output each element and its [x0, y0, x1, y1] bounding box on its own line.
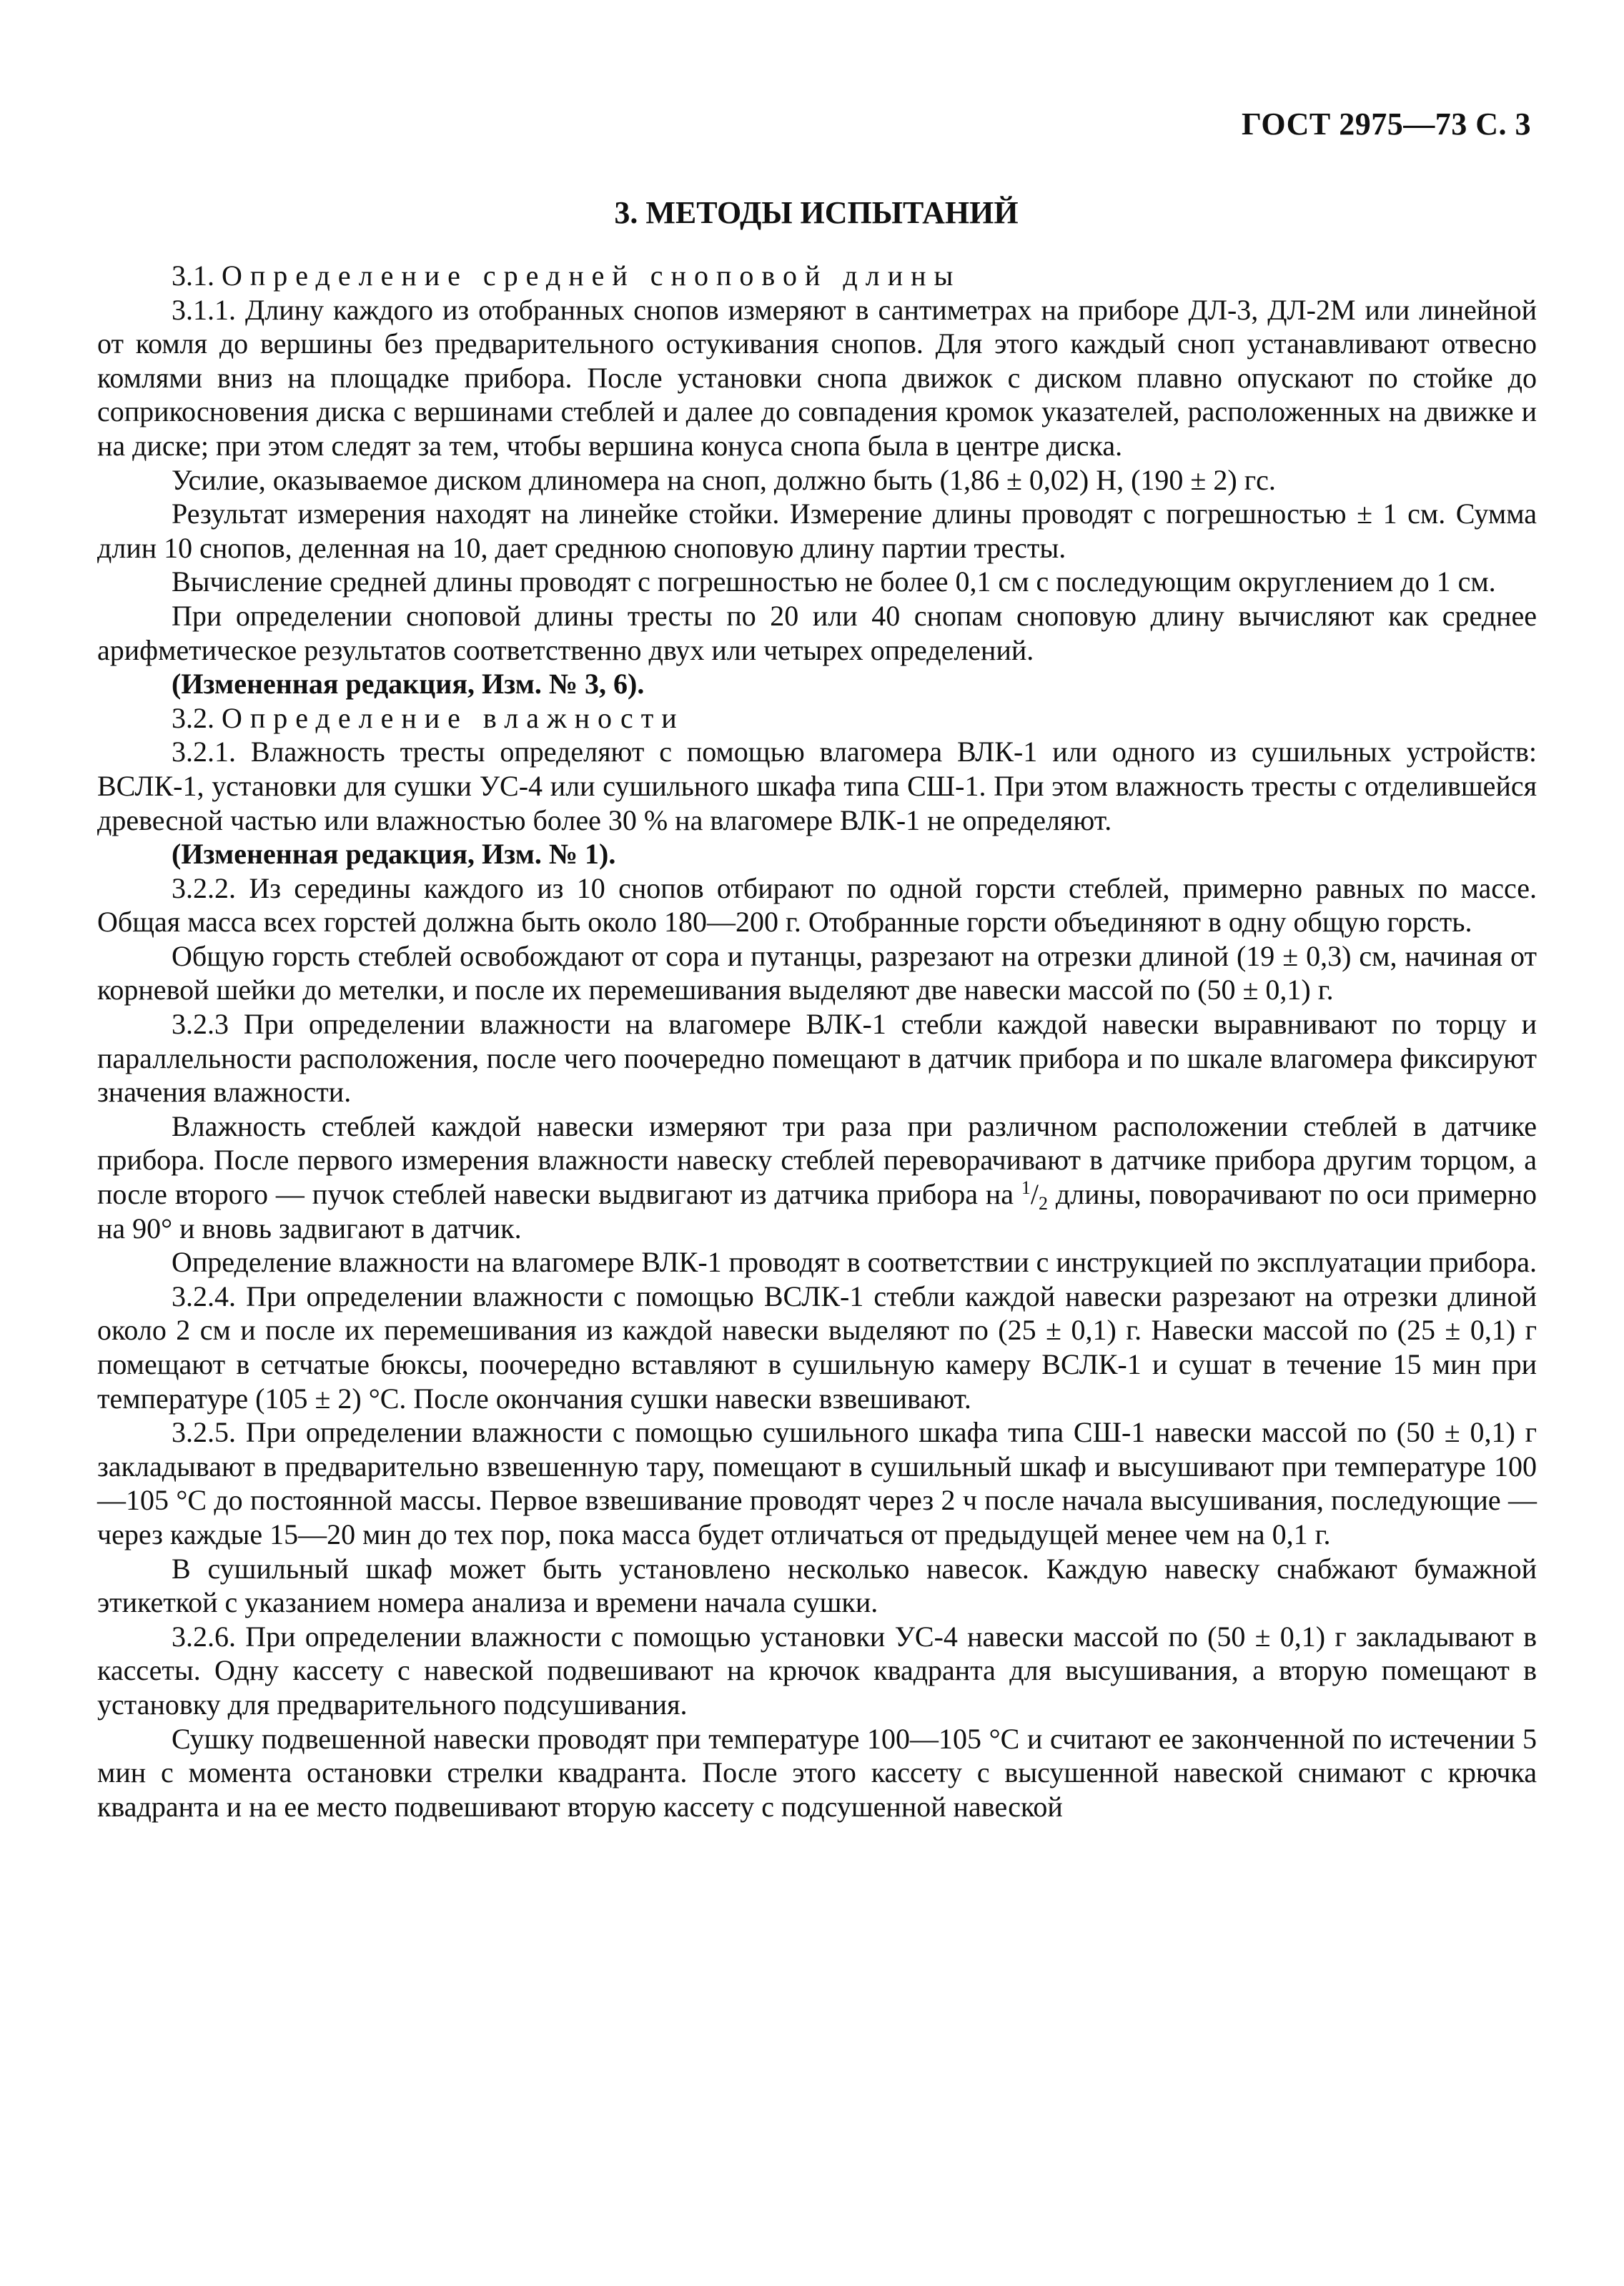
paragraph-3-2-3-b [97, 1109, 1537, 1245]
subsection-heading-3-2 [97, 701, 1537, 736]
paragraph-calculation: Вычисление средней длины проводят с погрешностью не более 0,1 см с последующим округлением до 1 см. [172, 565, 1496, 598]
paragraph-3-1-1: 3.1.1. Длину каждого из отобранных снопов измеряют в сантиметрах на приборе ДЛ-3, ДЛ-2М или линейной от комля до вершины без предварительного остукивания снопов. Для этого каждый сноп устанавливают отвесно комлями вниз на площадке прибора. После установки снопа движок с диском плавно опускают по стойке до соприкосновения диска с вершинами стеблей и далее до совпадения кромок указателей, расположенных на движке и на диске; при этом следят за тем, чтобы вершина конуса снопа была в центре диска. [97, 293, 1537, 462]
subsection-title: Определение средней сноповой длины [222, 259, 961, 292]
paragraph-20-40-sheaves: При определении сноповой длины тресты по 20 или 40 снопам сноповую длину вычисляют как среднее арифметическое результатов соответственно двух или четырех определений. [97, 599, 1537, 666]
text-segment: Влажность стеблей каждой навески измеряют три раза при различном расположении стеблей в датчике прибора. После первого измерения влажности навеску стеблей переворачивают в датчике прибора другим торцом, а после второго — пучок стеблей навески выдвигают из датчика прибора на [97, 1109, 1537, 1211]
paragraph-3-2-1: 3.2.1. Влажность тресты определяют с помощью влагомера ВЛК-1 или одного из сушильных устройств: ВСЛК-1, установки для сушки УС-4 или сушильного шкафа типа СШ-1. При этом влажность тресты с отделившейся древесной частью или влажностью более 30 % на влагомере ВЛК-1 не определяют. [97, 736, 1537, 836]
text-segment: длины, поворачивают по оси примерно на 90° и вновь задвигают в датчик. [97, 1178, 1538, 1245]
paragraph-force: Усилие, оказываемое диском длиномера на сноп, должно быть (1,86 ± 0,02) Н, (190 ± 2) гс. [172, 463, 1276, 496]
paragraph-3-2-3-c: Определение влажности на влагомере ВЛК-1 проводят в соответствии с инструкцией по эксплуатации прибора. [172, 1246, 1537, 1279]
subsection-title: Определение влажности [222, 701, 685, 734]
fraction-numerator: 1 [1021, 1177, 1031, 1199]
paragraph-3-2-3: 3.2.3 При определении влажности на влагомере ВЛК-1 стебли каждой навески выравнивают по торцу и параллельности расположения, после чего поочередно помещают в датчик прибора и по шкале влагомера фиксируют значения влажности. [97, 1008, 1537, 1109]
subsection-number: 3.2. [172, 701, 214, 734]
subsection-number: 3.1. [172, 259, 214, 292]
document-body [97, 259, 1537, 1824]
paragraph-3-2-6-b: Сушку подвешенной навески проводят при температуре 100—105 °С и считают ее законченной по истечении 5 мин с момента остановки стрелки квадранта. После этого кассету с высушенной навеской снимают с крючка квадранта и на ее место подвешивают вторую кассету с подсушенной навеской [97, 1722, 1537, 1823]
edition-note-1: (Измененная редакция, Изм. № 1). [172, 838, 616, 871]
section-title: 3. МЕТОДЫ ИСПЫТАНИЙ [614, 195, 1019, 230]
paragraph-3-2-5-b: В сушильный шкаф может быть установлено несколько навесок. Каждую навеску снабжают бумажной этикеткой с указанием номера анализа и времени начала сушки. [97, 1552, 1537, 1619]
edition-note-3-6: (Измененная редакция, Изм. № 3, 6). [172, 668, 645, 701]
paragraph-3-2-6: 3.2.6. При определении влажности с помощью установки УС-4 навески массой по (50 ± 0,1) г закладывают в кассеты. Одну кассету с навеской подвешивают на крючок квадранта для высушивания, а вторую помещают в установку для предварительного подсушивания. [97, 1620, 1537, 1721]
paragraph-3-2-2: 3.2.2. Из середины каждого из 10 снопов отбирают по одной горсти стеблей, примерно равных по массе. Общая масса всех горстей должна быть около 180—200 г. Отобранные горсти объединяют в одну общую горсть. [97, 871, 1537, 939]
fraction-slash: / [1030, 1178, 1039, 1211]
fraction-denominator: 2 [1039, 1193, 1049, 1214]
paragraph-3-2-4: 3.2.4. При определении влажности с помощью ВСЛК-1 стебли каждой навески разрезают на отрезки длиной около 2 см и после их перемешивания из каждой навески выделяют по (25 ± 0,1) г. Навески массой по (25 ± 0,1) г помещают в сетчатые бюксы, поочередно вставляют в сушильную камеру ВСЛК-1 и сушат в течение 15 мин при температуре (105 ± 2) °С. После окончания сушки навески взвешивают. [97, 1280, 1537, 1415]
paragraph-3-2-5: 3.2.5. При определении влажности с помощью сушильного шкафа типа СШ-1 навески массой по (50 ± 0,1) г закладывают в предварительно взвешенную тару, помещают в сушильный шкаф и высушивают при температуре 100—105 °С до постоянной массы. Первое взвешивание проводят через 2 ч после начала высушивания, последующие — через каждые 15—20 мин до тех пор, пока масса будет отличаться от предыдущей менее чем на 0,1 г. [97, 1416, 1537, 1550]
paragraph-result: Результат измерения находят на линейке стойки. Измерение длины проводят с погрешностью ± 1 см. Сумма длин 10 снопов, деленная на 10, дает среднюю сноповую длину партии тресты. [97, 498, 1537, 564]
subsection-heading-3-1 [97, 259, 1537, 293]
page-header: ГОСТ 2975—73 С. 3 [1241, 107, 1531, 142]
paragraph-3-2-2-b: Общую горсть стеблей освобождают от сора и путанцы, разрезают на отрезки длиной (19 ± 0,3) см, начиная от корневой шейки до метелки, и после их перемешивания выделяют две навески массой по (50 ± 0,1) г. [97, 939, 1537, 1006]
